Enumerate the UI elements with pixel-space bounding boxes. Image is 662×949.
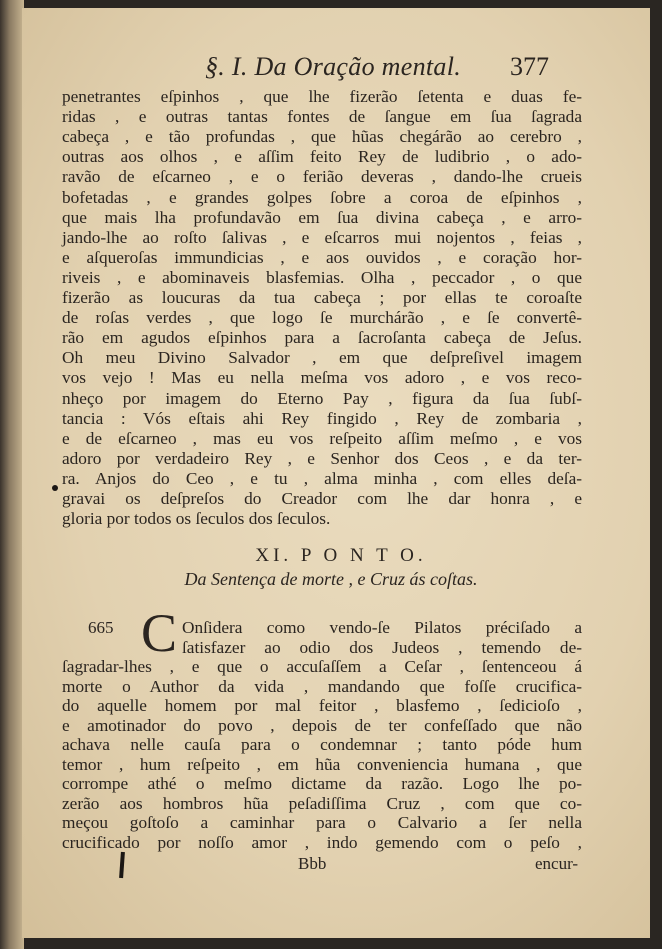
text-line: rão em agudos eſpinhos para a ſacroſanta cabeça de Jeſus. (62, 328, 582, 348)
text-line: cabeça , e tão profundas , que hũas chegárão ao cerebro , (62, 127, 582, 147)
text-line: e amotinador do povo , depois de ter confeſſado que não (62, 715, 582, 735)
text-line: do aquelle homem por mal feitor , blasfemo , ſedicioſo , (62, 696, 582, 715)
text-line: achava nelle cauſa para o condemnar ; tanto póde hum (62, 735, 582, 754)
text-line: vos vejo ! Mas eu nella meſma vos adoro , e vos reco- (62, 368, 582, 388)
text-line: tancia : Vós eſtais ahi Rey fingido , Rey de zombaria , (62, 408, 582, 428)
text-line: riveis , e abominaveis blasfemias. Olha , peccador , o que (62, 267, 582, 287)
text-line: crucificado por noſſo amor , indo gemendo com o peſo , (62, 832, 582, 852)
text-line: gravai os deſpreſos do Creador com lhe dar honra , e (62, 489, 582, 508)
text-line: ridas , e outras tantas fontes de ſangue em ſua ſagrada (62, 107, 582, 127)
running-header: §. I. Da Oração mental. (205, 52, 462, 81)
catchword: encur- (535, 854, 579, 873)
text-line: de roſas verdes , que logo ſe murchárão , e ſe convertê- (62, 308, 582, 328)
drop-cap: C (141, 603, 178, 663)
text-line: gloria por todos os ſeculos dos ſeculos. (62, 509, 331, 529)
text-line: temor , hum reſpeito , em hũa conveniencia humana , que (62, 754, 582, 774)
book-spine (0, 0, 24, 949)
text-line: corrompe athé o meſmo dictame da razão. Logo lhe po- (62, 774, 582, 793)
text-line: jando-lhe ao roſto ſalivas , e eſcarros mui nojentos , feias , (62, 227, 582, 247)
text-line: Oh meu Divino Salvador , em que deſpreſivel imagem (62, 348, 582, 368)
signature-mark: Bbb (298, 854, 327, 873)
text-line: meçou goſtoſo a caminhar para o Calvario a ſer nella (62, 813, 582, 832)
text-line: ſatisfazer ao odio dos Judeos , temendo de- (182, 637, 582, 657)
text-line: penetrantes eſpinhos , que lhe fizerão ſetenta e duas fe- (62, 87, 582, 106)
ink-spot (52, 485, 58, 491)
text-line: e de eſcarneo , mas eu vos reſpeito aſſim meſmo , e vos (62, 428, 582, 448)
text-line: e aſqueroſas immundicias , e aos ouvidos , e coração hor- (62, 247, 582, 267)
text-line: adoro por verdadeiro Rey , e Senhor dos Ceos , e da ter- (62, 448, 582, 468)
text-line: morte o Author da vida , mandando que foſſe crucifica- (62, 676, 582, 696)
text-line: fizerão as loucuras da tua cabeça ; por ellas te coroaſte (62, 288, 582, 307)
text-line: outras aos olhos , e aſſim feito Rey de ludibrio , o ado- (62, 147, 582, 167)
text-line: ſagradar-lhes , e que o accuſaſſem a Ceſar , ſentenceou á (62, 657, 582, 676)
section-subtitle: Da Sentença de morte , e Cruz ás coſtas. (184, 569, 478, 589)
page-number: 377 (510, 52, 549, 81)
text-line: ra. Anjos do Ceo , e tu , alma minha , com elles deſa- (62, 468, 582, 488)
text-line: ravão de eſcarneo , e o ferião deveras , dando-lhe crueis (62, 167, 582, 187)
paragraph-number: 665 (88, 618, 114, 637)
text-line: Onſidera como vendo-ſe Pilatos préciſado a (182, 618, 582, 637)
section-heading: XI. P O N T O. (255, 545, 427, 566)
text-line: nheço por imagem do Eterno Pay , figura da ſua ſubſ- (62, 388, 582, 408)
text-line: bofetadas , e grandes golpes ſobre a coroa de eſpinhos , (62, 187, 582, 207)
text-line: que mais lha profundavão em ſua divina cabeça , e arro- (62, 207, 582, 227)
text-line: zerão aos hombros hũa peſadiſſima Cruz , com que co- (62, 793, 582, 813)
